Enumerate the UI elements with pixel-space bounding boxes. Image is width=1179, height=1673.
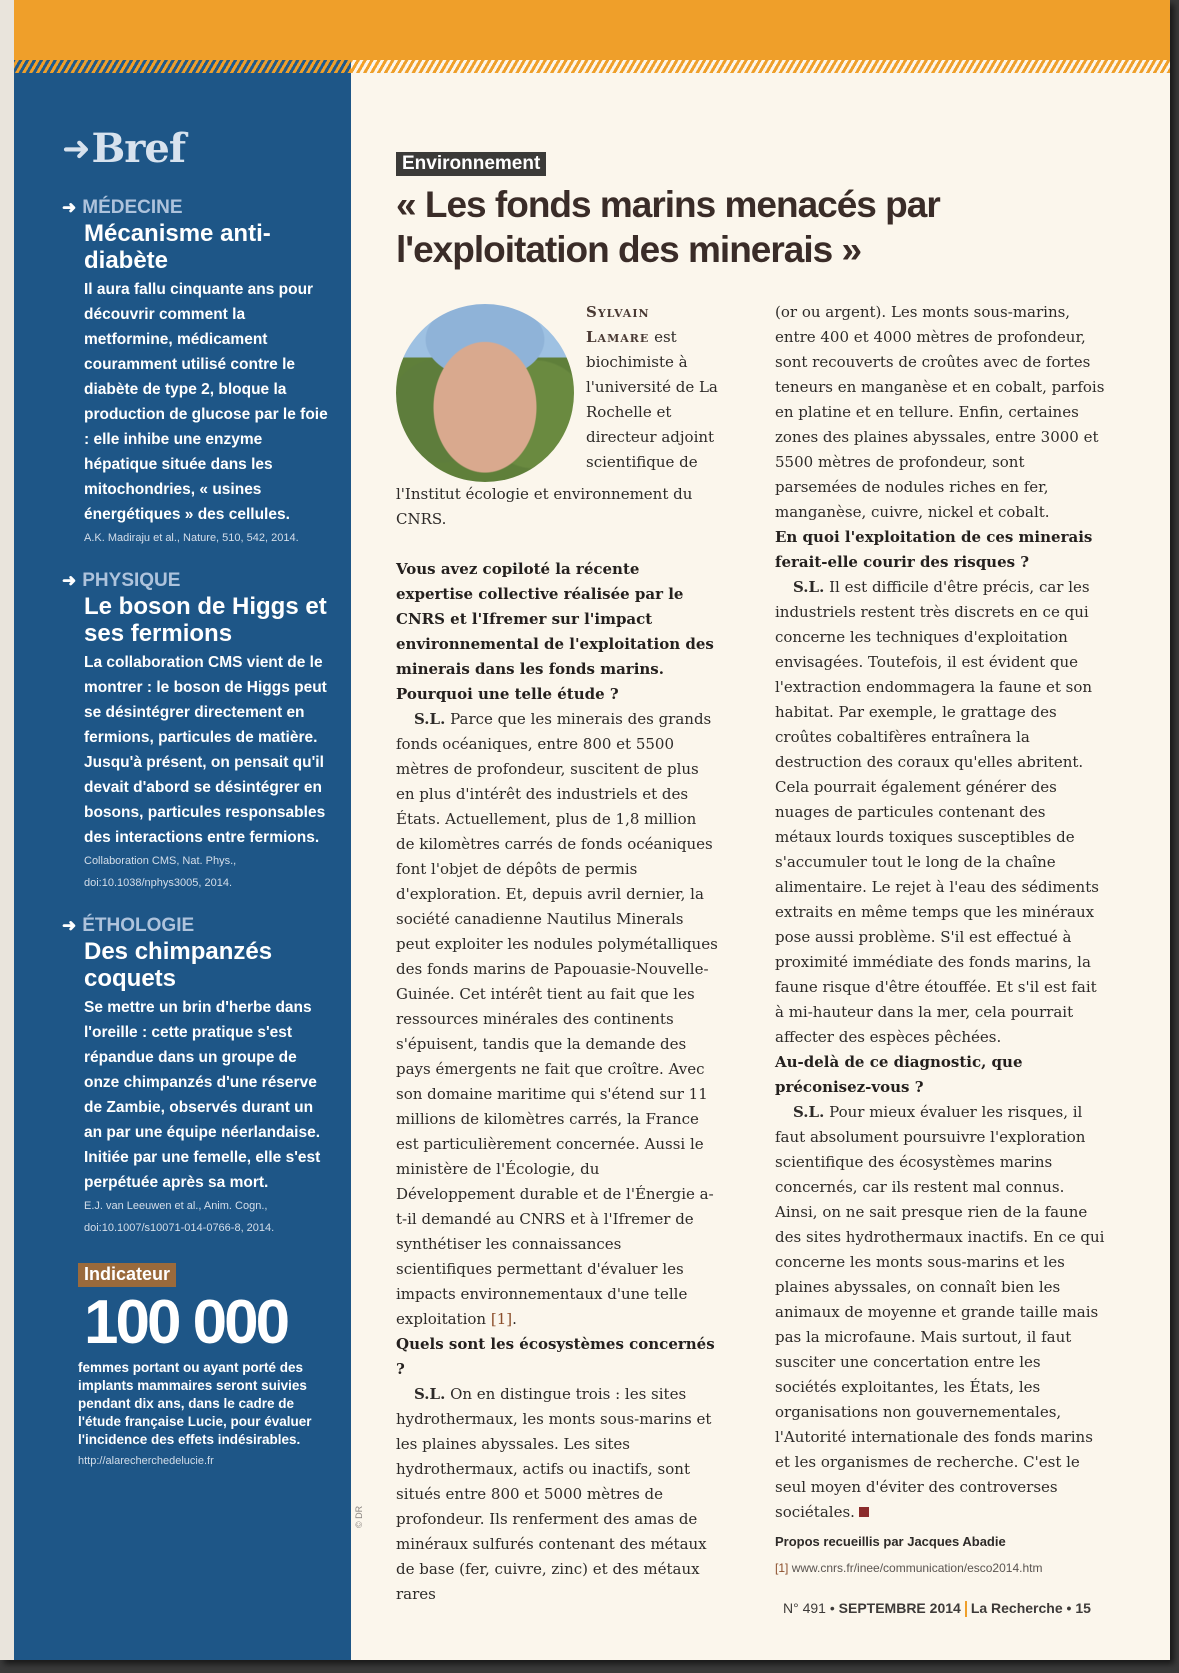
brief-headline: Des chimpanzés coquets: [84, 938, 273, 992]
brief-body: La collaboration CMS vient de le montrer : le boson de Higgs peut se désintégrer directement en fermions, particules de matière. Jusqu'à présent, on pensait qu'il devait d'abord se désintégrer en bosons, particules responsables des interactions entre fermions.: [84, 654, 327, 846]
answer-2-part-2: (or ou argent). Les monts sous-marins, entre 400 et 4000 mètres de profondeur, sont recouverts de croûtes avec de fortes teneurs en manganèse et en cobalt, parfois en platine et en tellure. Enfin, certaines zones des plaines abyssales, entre 3000 et 5500 mètres de profondeur, sont parsemées de nodules riches en fer, manganèse, cuivre, nickel et cobalt.: [775, 303, 1105, 521]
citation-marker[interactable]: [1]: [490, 1310, 513, 1328]
brief-headline: Le boson de Higgs et ses fermions: [84, 593, 327, 647]
bref-sidebar: [14, 73, 351, 1660]
brief-physique: [62, 571, 333, 894]
brief-body: Se mettre un brin d'herbe dans l'oreille : cette pratique s'est répandue dans un groupe de onze chimpanzés d'une réserve de Zambie, observés durant un an par une équipe néerlandaise. Initiée par une femelle, elle s'est perpétuée après sa mort.: [84, 999, 321, 1191]
brief-medecine: [62, 198, 333, 549]
magazine-name: La Recherche: [970, 1600, 1063, 1616]
arrow-right-icon: ➜: [62, 128, 90, 169]
byline: Propos recueillis par Jacques Abadie: [775, 1534, 1006, 1549]
brief-reference: E.J. van Leeuwen et al., Anim. Cogn., doi:10.1007/s10071-014-0766-8, 2014.: [84, 1200, 275, 1234]
footnote: [1] www.cnrs.fr/inee/communication/esco2014.htm: [775, 1561, 1043, 1575]
answer-3: S.L. Il est difficile d'être précis, car les industriels restent très discrets en ce qui concerne les techniques d'exploitation envisagées. Toutefois, il est évident que l'extraction endommagera la faune et son habitat. Par exemple, le grattage des croûtes cobaltifères entraînera la destruction des coraux qu'elles abritent. Cela pourrait également générer des nuages de particules contenant des métaux lourds toxiques susceptibles de s'accumuler tout le long de la chaîne alimentaire. Le rejet à l'eau des sédiments extraits en même temps que les minéraux pose aussi problème. S'il est effectué à proximité immédiate des fonds marins, la faune risque d'être étouffée. Et s'il est fait à mi-hauteur dans la mer, cela pourrait affecter des espèces pêchées.: [775, 578, 1099, 1046]
footnote-link[interactable]: www.cnrs.fr/inee/communication/esco2014.htm: [791, 1561, 1043, 1575]
page-edge: [0, 0, 14, 1660]
indicator-badge: Indicateur: [78, 1263, 176, 1287]
question-4: Au-delà de ce diagnostic, que préconisez-vous ?: [775, 1053, 1023, 1096]
indicator-box: [62, 1263, 333, 1467]
brief-headline: Mécanisme anti-diabète: [84, 220, 271, 274]
photo-credit: © DR: [354, 1505, 364, 1528]
bref-heading: ➜ Bref: [62, 125, 186, 172]
brief-reference: Collaboration CMS, Nat. Phys., doi:10.1038/nphys3005, 2014.: [84, 855, 237, 889]
footer-separator: [965, 1601, 967, 1617]
column-2: [775, 300, 1105, 1581]
bio-text: est biochimiste à l'université de La Rochelle et directeur adjoint scientifique de: [586, 328, 718, 471]
end-mark-icon: [859, 1507, 869, 1517]
section-tag: Environnement: [396, 152, 546, 176]
arrow-right-icon: ➜: [62, 916, 77, 935]
answer-4: S.L. Pour mieux évaluer les risques, il faut absolument poursuivre l'exploration scientifique des écosystèmes marins concernés, car ils restent mal connus. Ainsi, on ne sait presque rien de la faune des sites hydrothermaux inactifs. En ce qui concerne les monts sous-marins et les plaines abyssales, on connaît bien les animaux de moyenne et grande taille mais pas la microfaune. Mais surtout, il faut susciter une concertation entre les sociétés exploitantes, les États, les organisations non gouvernementales, l'Autorité internationale des fonds marins et les organismes de recherche. C'est le seul moyen d'éviter des controverses sociétales.: [775, 1103, 1105, 1521]
arrow-right-icon: ➜: [62, 198, 77, 217]
bio-text-continued: l'Institut écologie et environnement du CNRS.: [396, 485, 693, 528]
answer-1: S.L. Parce que les minerais des grands fonds océaniques, entre 800 et 5500 mètres de profondeur, suscitent de plus en plus d'intérêt des industriels et des États. Actuellement, plus de 1,8 million de kilomètres carrés de fonds océaniques font l'objet de dépôts de permis d'exploration. Et, depuis avril dernier, la société canadienne Nautilus Minerals peut exploiter les nodules polymétalliques des fonds marins de Papouasie-Nouvelle-Guinée. Cet intérêt tient au fait que les ressources minérales des continents s'épuisent, tandis que la demande des pays émergents ne fait que croître. Avec son domaine maritime qui s'étend sur 11 millions de kilomètres carrés, la France est particulièrement concernée. Aussi le ministère de l'Écologie, du Développement durable et de l'Énergie a-t-il demandé au CNRS et à l'Ifremer de synthétiser les connaissances scientifiques permettant d'évaluer les impacts environnementaux d'une telle exploitation [1].: [396, 710, 718, 1328]
brief-body: Il aura fallu cinquante ans pour découvrir comment la metformine, médicament couramment utilisé contre le diabète de type 2, bloque la production de glucose par le foie : elle inhibe une enzyme hépatique située dans les mitochondries, « usines énergétiques » des cellules.: [84, 281, 328, 523]
column-1: [396, 300, 718, 1607]
page-number: • 15: [1066, 1600, 1091, 1616]
interviewee-name: Sylvain Lamare: [586, 303, 650, 346]
brief-category: ➜ MÉDECINE: [62, 197, 183, 218]
question-1: Vous avez copiloté la récente expertise collective réalisée par le CNRS et l'Ifremer sur l'impact environnemental de l'exploitation des minerais dans les fonds marins. Pourquoi une telle étude ?: [396, 560, 714, 703]
answer-2-part-1: S.L. On en distingue trois : les sites hydrothermaux, les monts sous-marins et les plaines abyssales. Les sites hydrothermaux, actifs ou inactifs, sont situés entre 800 et 5000 mètres de profondeur. Ils renferment des amas de minéraux sulfurés contenant des métaux de base (fer, cuivre, zinc) et des métaux rares: [396, 1385, 712, 1603]
sidebar-hatch-divider: [14, 60, 351, 73]
article: [396, 152, 1136, 1603]
question-3: En quoi l'exploitation de ces minerais ferait-elle courir des risques ?: [775, 528, 1093, 571]
issue-number: N° 491 •: [783, 1600, 835, 1616]
portrait-photo: [396, 304, 574, 482]
arrow-right-icon: ➜: [62, 571, 77, 590]
issue-date: SEPTEMBRE 2014: [838, 1600, 961, 1616]
author-bio: [396, 300, 718, 482]
article-title: « Les fonds marins menacés par l'exploitation des minerais »: [396, 184, 940, 270]
brief-category: ➜ PHYSIQUE: [62, 570, 181, 591]
brief-ethologie: [62, 916, 333, 1239]
indicator-value: 100 000: [84, 1288, 288, 1357]
brief-category: ➜ ÉTHOLOGIE: [62, 915, 195, 936]
indicator-description: femmes portant ou ayant porté des implants mammaires seront suivies pendant dix ans, dans le cadre de l'étude française Lucie, pour évaluer l'incidence des effets indésirables.: [78, 1360, 312, 1447]
question-2: Quels sont les écosystèmes concernés ?: [396, 1335, 715, 1378]
page-footer: [783, 1600, 1091, 1617]
orange-header-band: [0, 0, 1170, 60]
brief-reference: A.K. Madiraju et al., Nature, 510, 542, 2014.: [84, 532, 299, 544]
indicator-link[interactable]: http://alarecherchedelucie.fr: [78, 1455, 214, 1467]
